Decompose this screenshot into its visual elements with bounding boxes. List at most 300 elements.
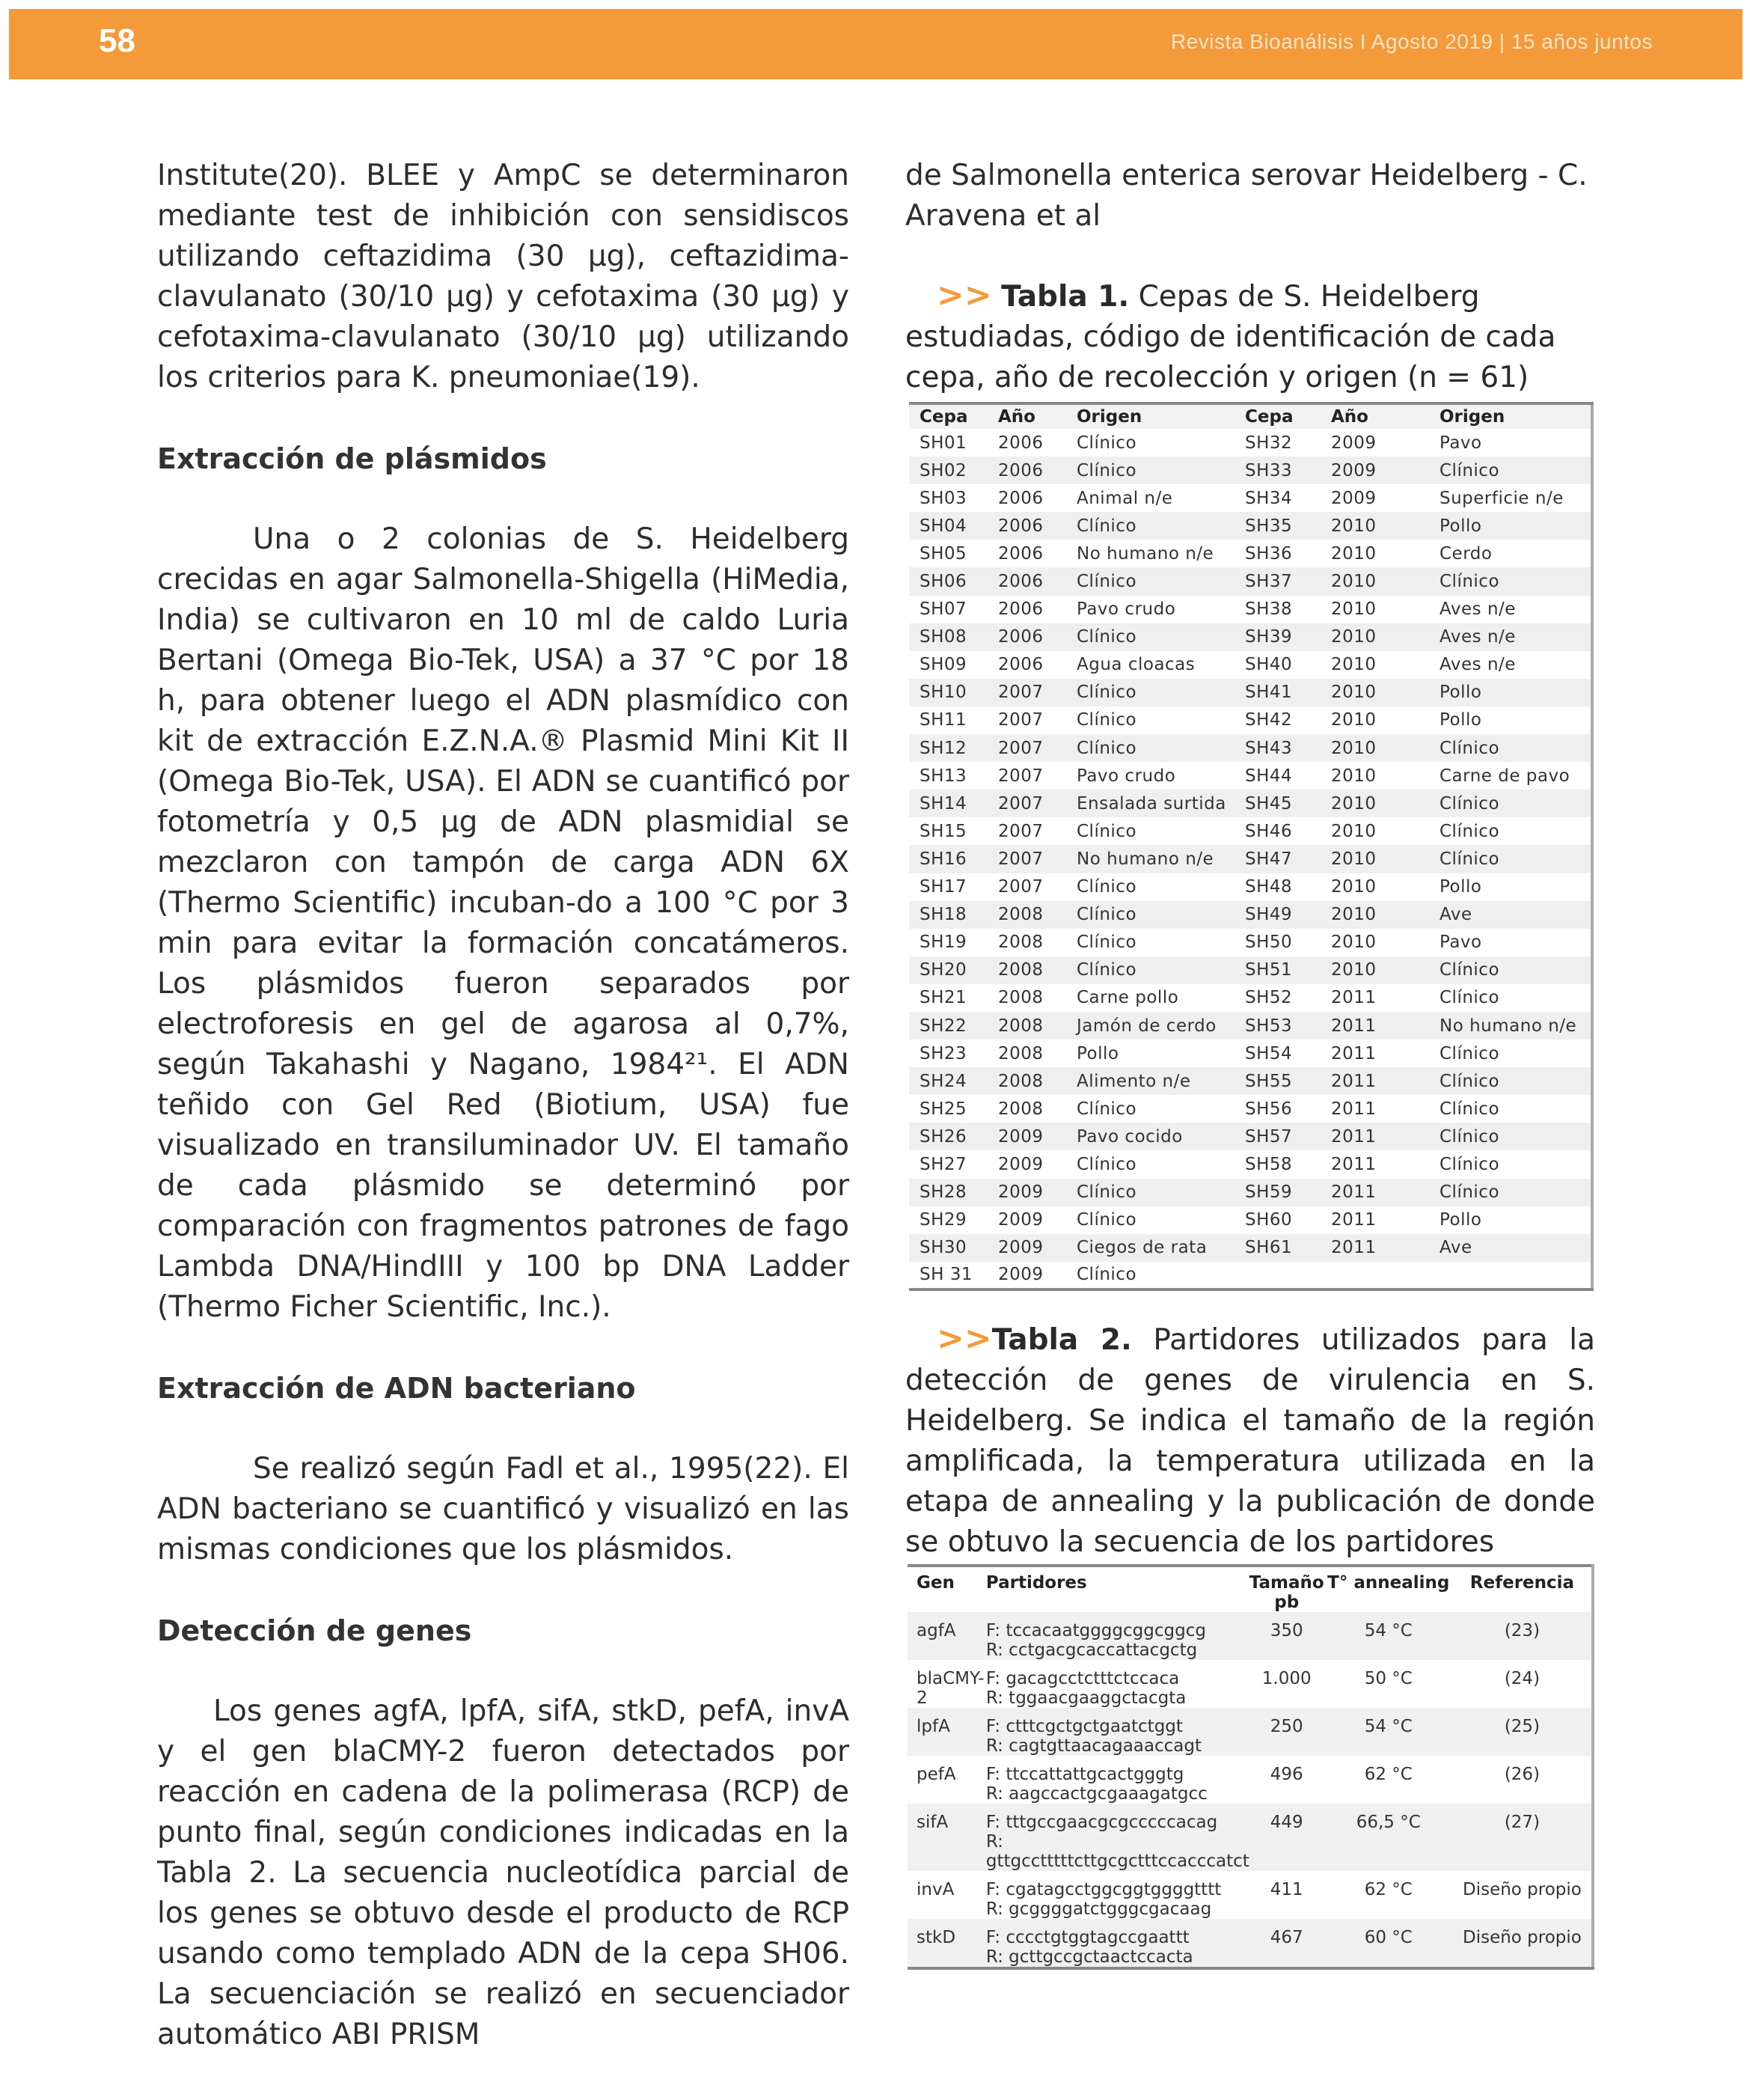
table2-cell-temp: 66,5 °C — [1324, 1804, 1453, 1871]
table1-row — [909, 1067, 1592, 1095]
table1-row — [909, 1234, 1592, 1262]
table1-cell: SH06 — [909, 567, 988, 595]
table1-cell: Pavo cocido — [1066, 1123, 1235, 1150]
table1-cell: Clínico — [1066, 734, 1235, 762]
table1-cell: SH16 — [909, 845, 988, 873]
table1-cell: 2007 — [998, 877, 1044, 897]
table1-cell: 2010 — [1331, 710, 1377, 730]
table1-cell: SH14 — [909, 790, 988, 817]
table1-cell: 2009 — [1331, 433, 1377, 453]
table1-row — [909, 484, 1592, 512]
table1-cell: 2007 — [998, 710, 1044, 730]
table1-cell: SH50 — [1245, 933, 1293, 953]
primer-forward: F: ttccattattgcactgggtg — [985, 1765, 1184, 1784]
table1-cell: 2007 — [998, 766, 1044, 786]
primer-reverse: R: gcttgccgctaactccacta — [985, 1947, 1193, 1967]
arrow-icon: >> — [937, 1319, 992, 1358]
table1-header: Año — [988, 403, 1066, 429]
table2-header: T° annealing — [1324, 1566, 1453, 1612]
table1-cell: SH23 — [920, 1043, 967, 1063]
table1-header: Año — [1321, 403, 1429, 429]
table1-row — [909, 1095, 1592, 1123]
table1-cell: 2008 — [988, 1012, 1066, 1040]
table1-cell: SH09 — [920, 655, 967, 675]
table2-caption-text: Partidores utilizados para la detección de genes de virulencia en S. Heidelberg. Se indica el tamaño de la región amplificada, la temperatura utilizada en la etapa de annealing y la publicación de donde se obtuvo la secuencia de los partidores — [905, 1323, 1595, 1559]
table1-cell: Clínico — [1077, 821, 1137, 841]
table1-cell: Jamón de cerdo — [1066, 1012, 1235, 1040]
table2-cell-ref: (25) — [1453, 1708, 1593, 1756]
table1-row — [909, 429, 1592, 457]
table1-cell: 2009 — [1331, 488, 1377, 508]
table1-cell: Clínico — [1066, 1179, 1235, 1206]
table1-row — [909, 901, 1592, 929]
table1-cell: Clínico — [1066, 1262, 1235, 1289]
table1-cell: SH41 — [1235, 679, 1321, 706]
table1-cell: 2007 — [998, 821, 1044, 841]
table1-cell: Clínico — [1066, 512, 1235, 540]
table1-cell — [1235, 1262, 1321, 1289]
table1-row — [909, 734, 1592, 762]
table2-cell-size: 250 — [1249, 1708, 1324, 1756]
paragraph-blee-ampc: Institute(20). BLEE y AmpC se determinaron mediante test de inhibición con sensidiscos utilizando ceftazidima (30 μg), ceftazidima-clavulanato (30/10 μg) y cefotaxima (30 μg) y cefotaxima-clavulanato (30/10 μg) utilizando los criterios para K. pneumoniae(19). — [157, 159, 849, 394]
table2-cell-size: 496 — [1270, 1765, 1303, 1784]
heading-extraccion-plasmidos: Extracción de plásmidos — [157, 442, 547, 475]
table1-cell: SH54 — [1245, 1043, 1293, 1063]
table1-cell: 2006 — [988, 623, 1066, 651]
table2-cell-ref: Diseño propio — [1462, 1880, 1582, 1899]
table1-cell: 2006 — [998, 433, 1044, 453]
table1-cell: SH45 — [1235, 790, 1321, 817]
table1-cell: Clínico — [1066, 623, 1235, 651]
table2-cell-temp: 62 °C — [1364, 1880, 1413, 1899]
table1-row — [909, 567, 1592, 595]
table1-cell: 2011 — [1321, 1179, 1429, 1206]
table1-cell: Ensalada surtida — [1066, 790, 1235, 817]
table1-row — [909, 956, 1592, 984]
left-column — [157, 156, 849, 2055]
table1-cell: Clínico — [1077, 710, 1137, 730]
table2-cell-temp: 50 °C — [1364, 1669, 1413, 1688]
table1-row — [909, 512, 1592, 540]
table1-cell: SH19 — [920, 933, 967, 953]
table1-cell: Clínico — [1077, 877, 1137, 897]
table1-cell: Pollo — [1440, 877, 1482, 897]
table1-cell: SH47 — [1235, 845, 1321, 873]
table2-cell-temp: 60 °C — [1324, 1919, 1453, 1968]
table1-cell: SH59 — [1235, 1179, 1321, 1206]
table2-cell-ref: (27) — [1453, 1804, 1593, 1871]
table2-cell-partidores — [986, 1919, 1249, 1968]
table1-cell: SH61 — [1235, 1234, 1321, 1262]
table1-cell: Clínico — [1429, 567, 1592, 595]
table1-cell: 2011 — [1331, 1099, 1377, 1119]
page-number: 58 — [99, 22, 135, 59]
table1-cell: SH 31 — [909, 1262, 988, 1289]
primer-reverse: R: gttgcctttttcttgcgctttccacccatct — [985, 1832, 1249, 1871]
table2-row — [908, 1612, 1593, 1660]
table1-cell: SH29 — [920, 1210, 967, 1230]
table1-header: Origen — [1429, 403, 1592, 429]
table1-cell: Superficie n/e — [1440, 488, 1564, 508]
table1-cell: 2010 — [1321, 623, 1429, 651]
table1-cell: 2008 — [988, 956, 1066, 984]
table2-cell-ref: (26) — [1504, 1765, 1541, 1784]
table2-cell-size: 411 — [1270, 1880, 1303, 1899]
table1-cell: 2010 — [1321, 790, 1429, 817]
table1-cell: SH35 — [1235, 512, 1321, 540]
table1-cell: Clínico — [1077, 433, 1137, 453]
table1-cell: SH03 — [920, 488, 967, 508]
table1-cell: 2006 — [988, 457, 1066, 484]
table1-row — [909, 1206, 1592, 1234]
paragraph-adn-bacteriano: Se realizó según Fadl et al., 1995(22). El ADN bacteriano se cuantificó y visualizó en las mismas condiciones que los plásmidos. — [157, 1452, 849, 1566]
table1-header: Origen — [1066, 403, 1235, 429]
table1-cell: No humano n/e — [1429, 1012, 1592, 1040]
table1-cell: Ave — [1429, 1234, 1592, 1262]
table1-cell: Carne de pavo — [1440, 766, 1570, 786]
table1-cell: SH08 — [909, 623, 988, 651]
table1-cell: SH34 — [1245, 488, 1293, 508]
table1-cell: SH44 — [1245, 766, 1293, 786]
primer-reverse: R: cctgacgcaccattacgctg — [985, 1640, 1198, 1660]
table2-cell-partidores — [986, 1660, 1249, 1708]
table2-row — [908, 1804, 1593, 1871]
table1-cell: Pavo crudo — [1077, 766, 1176, 786]
table1-cell: Aves n/e — [1429, 623, 1592, 651]
table1-cell: SH17 — [920, 877, 967, 897]
table1-cell: 2011 — [1321, 1067, 1429, 1095]
primer-forward: F: tttgccgaacgcgcccccacag — [985, 1813, 1218, 1832]
table1-cell: SH43 — [1235, 734, 1321, 762]
table1-row — [909, 845, 1592, 873]
table1-cell: 2008 — [988, 901, 1066, 929]
paragraph-deteccion-genes: Los genes agfA, lpfA, sifA, stkD, pefA, invA y el gen blaCMY-2 fueron detectados por reacción en cadena de la polimerasa (RCP) de punto final, según condiciones indicadas en la Tabla 2. La secuencia nucleotídica parcial de los genes se obtuvo desde el producto de RCP usando como templado ADN de la cepa SH06. La secuenciación se realizó en secuenciador automático ABI PRISM — [157, 1694, 849, 2051]
primer-forward: F: tccacaatggggcggcggcg — [985, 1621, 1206, 1640]
table1-cell: 2008 — [998, 1043, 1044, 1063]
table1-cell: SH28 — [909, 1179, 988, 1206]
table2-cell-gen: lpfA — [908, 1708, 986, 1756]
table1-cell: Clínico — [1066, 956, 1235, 984]
primer-reverse: R: cagtgttaacagaaaccagt — [985, 1736, 1202, 1756]
table1-cell: Clínico — [1077, 1210, 1137, 1230]
paragraph-plasmidos: Una o 2 colonias de S. Heidelberg crecidas en agar Salmonella-Shigella (HiMedia, India) se cultivaron en 10 ml de caldo Luria Bertani (Omega Bio-Tek, USA) a 37 °C por 18 h, para obtener luego el ADN plasmídico con kit de extracción E.Z.N.A.® Plasmid Mini Kit II (Omega Bio-Tek, USA). El ADN se cuantificó por fotometría y 0,5 μg de ADN plasmidial se mezclaron con tampón de carga ADN 6X (Thermo Scientific) incuban-do a 100 °C por 3 min para evitar la formación concatámeros. Los plásmidos fueron separados por electroforesis en gel de agarosa al 0,7%, según Takahashi y Nagano, 1984²¹. El ADN teñido con Gel Red (Biotium, USA) fue visualizado en transiluminador UV. El tamaño de cada plásmido se determinó por comparación con fragmentos patrones de fago Lambda DNA/HindIII y 100 bp DNA Ladder (Thermo Ficher Scientific, Inc.). — [157, 522, 849, 1324]
table1-cell: SH05 — [920, 543, 967, 564]
table2-header: Tamaño pb — [1249, 1566, 1324, 1612]
table1-cell: SH02 — [909, 457, 988, 484]
table1-cell: SH33 — [1235, 457, 1321, 484]
table1-cell: 2011 — [1321, 1234, 1429, 1262]
table1-row — [909, 929, 1592, 956]
table1-cell: 2006 — [998, 488, 1044, 508]
table1-cell — [1429, 1262, 1592, 1289]
table1-cell: SH11 — [920, 710, 967, 730]
table1-cell: 2009 — [988, 1123, 1066, 1150]
table1-row — [909, 984, 1592, 1012]
table1-cell: SH53 — [1235, 1012, 1321, 1040]
table1-cell: 2007 — [988, 734, 1066, 762]
table1-cell: SH18 — [909, 901, 988, 929]
table2-cell-size: 1.000 — [1261, 1669, 1312, 1688]
table1-cell: Pollo — [1440, 710, 1482, 730]
table2-cell-temp: 54 °C — [1324, 1708, 1453, 1756]
table1-cell: SH04 — [909, 512, 988, 540]
table2-caption — [905, 1319, 1595, 1563]
table2-header-row — [908, 1566, 1593, 1612]
table1-cell: SH48 — [1245, 877, 1293, 897]
table1-cell: SH49 — [1235, 901, 1321, 929]
primer-forward: F: cccctgtggtagccgaattt — [985, 1928, 1190, 1947]
table1-cell: Clínico — [1429, 457, 1592, 484]
table1-cell: Clínico — [1077, 1154, 1137, 1174]
table1-cell: SH01 — [920, 433, 967, 453]
primer-forward: F: gacagcctctttctccaca — [985, 1669, 1180, 1688]
table1-row — [909, 1150, 1592, 1178]
table1-header: Cepa — [909, 403, 988, 429]
table1-row — [909, 790, 1592, 817]
table1-cell: Clínico — [1440, 988, 1500, 1008]
table1-cell: 2011 — [1331, 1043, 1377, 1063]
table1-cell: SH57 — [1235, 1123, 1321, 1150]
table1-cell: Clínico — [1440, 1099, 1500, 1119]
table1-cell: SH32 — [1245, 433, 1293, 453]
table1-cell: 2010 — [1321, 901, 1429, 929]
table1-cell: Pavo — [1440, 933, 1482, 953]
table1-cell: Pollo — [1429, 679, 1592, 706]
table2-cell-partidores — [986, 1708, 1249, 1756]
table2-partidores — [908, 1564, 1594, 1970]
table2-cell-partidores — [986, 1612, 1249, 1660]
table1-cell: 2008 — [998, 988, 1044, 1008]
table1-cell: No humano n/e — [1077, 543, 1214, 564]
table1-row — [909, 706, 1592, 734]
table1-row — [909, 457, 1592, 484]
table1-cell: 2010 — [1331, 766, 1377, 786]
table2-cell-partidores — [986, 1804, 1249, 1871]
table2-cell-temp: 62 °C — [1364, 1765, 1413, 1784]
table1-header: Cepa — [1235, 403, 1321, 429]
table1-cell: Cerdo — [1440, 543, 1493, 564]
table1-cell: 2010 — [1321, 512, 1429, 540]
table1-cell: SH60 — [1245, 1210, 1293, 1230]
table1-label: Tabla 1. — [1001, 280, 1130, 314]
table2-cell-temp: 54 °C — [1324, 1612, 1453, 1660]
table1-cell: 2010 — [1331, 655, 1377, 675]
table1-cell: SH13 — [920, 766, 967, 786]
table1-row — [909, 596, 1592, 623]
table2-cell-gen: sifA — [908, 1804, 986, 1871]
table1-cell: SH55 — [1235, 1067, 1321, 1095]
table1-cepas — [909, 402, 1594, 1291]
table2-label: Tabla 2. — [991, 1323, 1132, 1357]
table1-cell: 2011 — [1331, 1210, 1377, 1230]
table1-row — [909, 540, 1592, 567]
table1-cell: 2011 — [1321, 1123, 1429, 1150]
table1-cell: Alimento n/e — [1066, 1067, 1235, 1095]
table2-row — [908, 1756, 1593, 1804]
table1-cell: 2006 — [998, 543, 1044, 564]
table1-cell: 2009 — [1321, 457, 1429, 484]
table1-cell: Pavo crudo — [1077, 599, 1176, 620]
primer-forward: F: ctttcgctgctgaatctggt — [985, 1717, 1183, 1736]
table2-row — [908, 1708, 1593, 1756]
page-header-bar — [9, 9, 1743, 79]
table1-cell: Clínico — [1077, 1099, 1137, 1119]
heading-deteccion-genes: Detección de genes — [157, 1614, 472, 1647]
table1-cell: SH30 — [909, 1234, 988, 1262]
table1-cell: SH42 — [1245, 710, 1293, 730]
table1-cell: 2007 — [988, 790, 1066, 817]
table1-cell: 2010 — [1321, 734, 1429, 762]
table1-cell: 2008 — [988, 1067, 1066, 1095]
table1-cell: Clínico — [1429, 790, 1592, 817]
table1-cell: SH46 — [1245, 821, 1293, 841]
table2-cell-gen: stkD — [908, 1919, 986, 1968]
table2-cell-partidores — [986, 1871, 1249, 1919]
table1-cell: 2006 — [988, 512, 1066, 540]
table1-cell: Aves n/e — [1440, 655, 1516, 675]
table1-cell: Clínico — [1066, 457, 1235, 484]
table1-cell: Clínico — [1440, 821, 1500, 841]
table1-cell: SH25 — [920, 1099, 967, 1119]
table1-cell: SH20 — [909, 956, 988, 984]
table1-cell: Animal n/e — [1077, 488, 1173, 508]
table2-header: Partidores — [986, 1566, 1249, 1612]
table1-cell: SH58 — [1245, 1154, 1293, 1174]
table2-cell-gen: agfA — [908, 1612, 986, 1660]
table1-row — [909, 651, 1592, 679]
table1-cell: 2009 — [988, 1262, 1066, 1289]
table2-cell-gen: blaCMY-2 — [917, 1669, 985, 1708]
table2-cell-size: 449 — [1249, 1804, 1324, 1871]
table1-cell: Pollo — [1077, 1043, 1119, 1063]
table1-cell: Clínico — [1077, 933, 1137, 953]
table2-row — [908, 1660, 1593, 1708]
paragraph-continuation: de Salmonella enterica serovar Heidelberg - C. Aravena et al — [905, 159, 1588, 233]
journal-title: Revista Bioanálisis I Agosto 2019 | 15 años juntos — [1171, 30, 1653, 53]
table1-cell: SH26 — [909, 1123, 988, 1150]
table1-cell: 2010 — [1331, 543, 1377, 564]
table1-cell: Clínico — [1440, 1154, 1500, 1174]
table1-cell: SH15 — [920, 821, 967, 841]
table1-cell: 2006 — [998, 655, 1044, 675]
table1-cell: SH52 — [1245, 988, 1293, 1008]
table1-row — [909, 623, 1592, 651]
table1-row — [909, 679, 1592, 706]
table1-cell — [1321, 1262, 1429, 1289]
table1-cell: SH40 — [1245, 655, 1293, 675]
table2-cell-partidores — [986, 1756, 1249, 1804]
table1-row — [909, 1262, 1592, 1289]
table1-cell: Clínico — [1066, 901, 1235, 929]
table1-cell: SH22 — [909, 1012, 988, 1040]
table1-header-row — [909, 403, 1592, 429]
table1-caption — [905, 275, 1595, 398]
table1-row — [909, 817, 1592, 845]
table1-cell: 2010 — [1331, 821, 1377, 841]
table1-cell: Pollo — [1429, 512, 1592, 540]
table1-cell: Aves n/e — [1440, 599, 1516, 620]
table2-row — [908, 1871, 1593, 1919]
table1-cell: SH38 — [1245, 599, 1293, 620]
table1-cell: 2010 — [1321, 567, 1429, 595]
primer-forward: F: cgatagcctggcggtggggtttt — [985, 1880, 1222, 1899]
table1-row — [909, 1012, 1592, 1040]
table1-cell: 2006 — [998, 599, 1044, 620]
table1-cell: 2011 — [1331, 1154, 1377, 1174]
table1-cell: SH56 — [1245, 1099, 1293, 1119]
table1-cell: SH37 — [1235, 567, 1321, 595]
table1-cell: SH10 — [909, 679, 988, 706]
table1-cell: Pollo — [1440, 1210, 1482, 1230]
table1-row — [909, 1123, 1592, 1150]
table1-cell: 2007 — [988, 845, 1066, 873]
table1-cell: 2006 — [988, 567, 1066, 595]
table1-cell: 2009 — [988, 1234, 1066, 1262]
table1-cell: 2011 — [1331, 988, 1377, 1008]
table2-header: Gen — [908, 1566, 986, 1612]
table1-cell: Pavo — [1440, 433, 1482, 453]
table2-header: Referencia — [1453, 1566, 1593, 1612]
table1-cell: Ciegos de rata — [1066, 1234, 1235, 1262]
table1-cell: SH24 — [909, 1067, 988, 1095]
table1-cell: Clínico — [1429, 845, 1592, 873]
table1-cell: SH21 — [920, 988, 967, 1008]
table1-cell: 2010 — [1331, 933, 1377, 953]
table1-cell: 2010 — [1321, 956, 1429, 984]
table2-cell-size: 350 — [1249, 1612, 1324, 1660]
table1-cell: 2008 — [998, 933, 1044, 953]
table1-cell: SH12 — [909, 734, 988, 762]
table1-row — [909, 873, 1592, 901]
table1-cell: Clínico — [1440, 1043, 1500, 1063]
table1-cell: SH39 — [1235, 623, 1321, 651]
table1-cell: 2011 — [1321, 1012, 1429, 1040]
table1-cell: Clínico — [1429, 1123, 1592, 1150]
table1-cell: Agua cloacas — [1077, 655, 1196, 675]
table2-row — [908, 1919, 1593, 1968]
table1-row — [909, 1040, 1592, 1067]
table1-cell: 2008 — [998, 1099, 1044, 1119]
table2-cell-size: 467 — [1249, 1919, 1324, 1968]
table1-cell: 2007 — [988, 679, 1066, 706]
table1-cell: SH27 — [920, 1154, 967, 1174]
table1-cell: Clínico — [1429, 1067, 1592, 1095]
arrow-icon: >> — [937, 276, 992, 314]
table2-cell-ref: Diseño propio — [1453, 1919, 1593, 1968]
table1-cell: 2010 — [1321, 679, 1429, 706]
table1-cell: Clínico — [1429, 1179, 1592, 1206]
table1-cell: No humano n/e — [1066, 845, 1235, 873]
table1-cell: SH07 — [920, 599, 967, 620]
table1-cell: 2009 — [998, 1210, 1044, 1230]
table2-cell-ref: (24) — [1504, 1669, 1541, 1688]
table1-cell: 2009 — [988, 1179, 1066, 1206]
table2-cell-gen: invA — [917, 1880, 955, 1899]
table1-cell: Clínico — [1066, 679, 1235, 706]
table1-cell: Carne pollo — [1077, 988, 1179, 1008]
right-column-intro — [905, 156, 1595, 236]
table1-cell: 2010 — [1321, 845, 1429, 873]
table1-cell: Clínico — [1066, 567, 1235, 595]
table1-cell: 2009 — [998, 1154, 1044, 1174]
table1-cell: SH51 — [1235, 956, 1321, 984]
table1-cell: SH36 — [1245, 543, 1293, 564]
table1-cell: Clínico — [1429, 956, 1592, 984]
table2-cell-ref: (23) — [1453, 1612, 1593, 1660]
table1-cell: Ave — [1429, 901, 1592, 929]
table1-cell: Clínico — [1429, 734, 1592, 762]
primer-reverse: R: tggaacgaaggctacgta — [985, 1688, 1187, 1708]
